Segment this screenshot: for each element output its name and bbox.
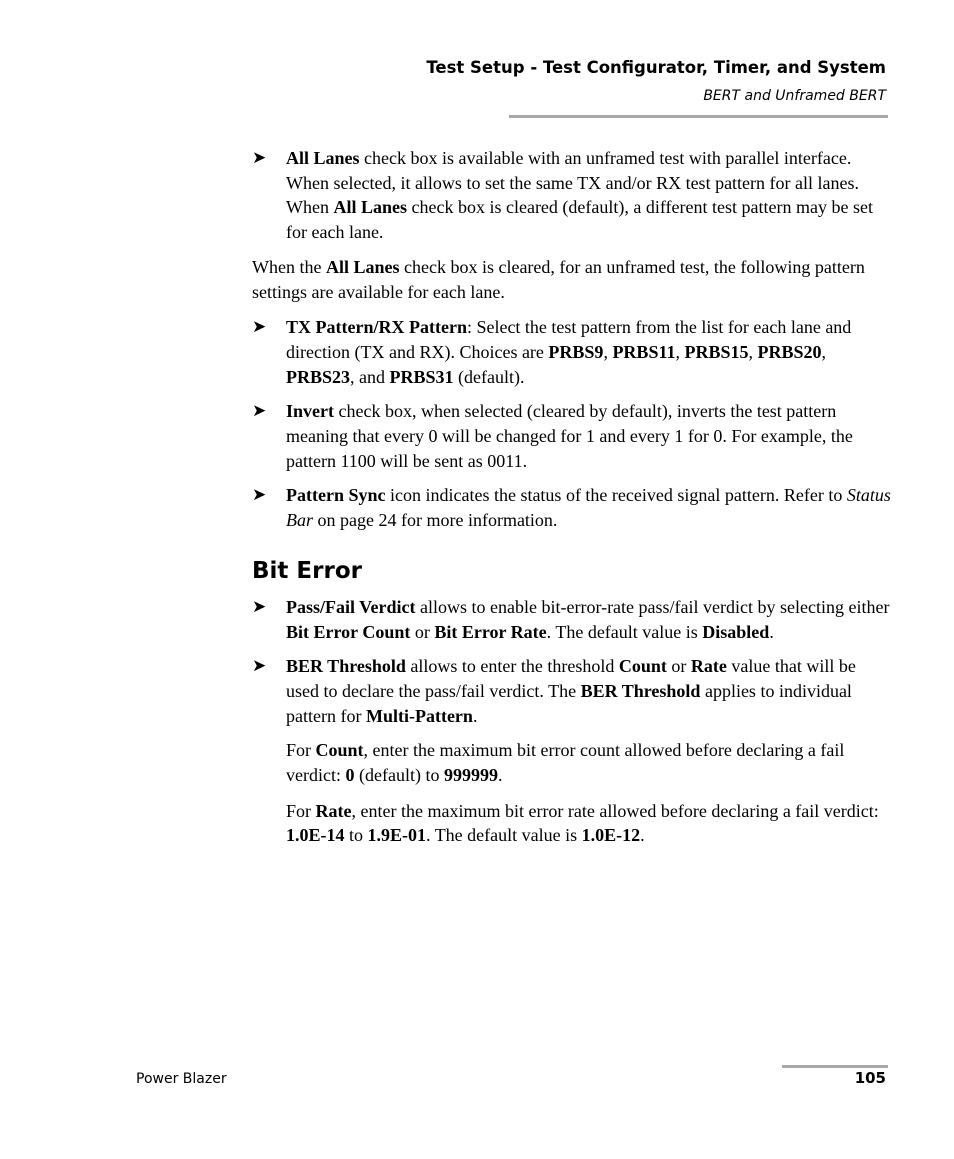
text: When the	[252, 256, 326, 277]
text: For	[286, 800, 316, 821]
bullet-invert	[252, 399, 892, 473]
term: 999999	[443, 765, 498, 786]
text: (default).	[453, 366, 525, 387]
term: Rate	[315, 800, 352, 821]
text: .	[640, 825, 645, 846]
term: PRBS9	[548, 341, 604, 362]
text: or	[410, 621, 435, 642]
text: .	[472, 705, 478, 726]
text: , enter the maximum bit error count allowed before declaring a fail verdict:	[286, 740, 845, 786]
bullet-arrow-icon: ➤	[252, 596, 267, 617]
text: . The default value is	[426, 825, 582, 846]
text: check box, when selected (cleared by default), inverts the test pattern meaning that every 0 will be changed for 1 and every 1 for 0. For example, the pattern 1100 will be sent as 0011.	[286, 401, 853, 471]
bullet-arrow-icon: ➤	[252, 485, 267, 506]
bullet-tx-rx-pattern	[252, 315, 892, 389]
bullet-pass-fail-verdict	[252, 595, 892, 644]
text: on page 24 for more information.	[313, 510, 558, 531]
text: check box is available with an unframed test with parallel interface. When selected, it allows to set the same TX and/or RX test pattern for all lanes. When	[286, 148, 860, 218]
term: Bit Error Count	[286, 621, 411, 642]
term: PRBS23	[286, 366, 351, 387]
text: check box is cleared (default), a different test pattern may be set for each lane.	[286, 197, 873, 243]
term: Pass/Fail Verdict	[286, 596, 416, 617]
bullet-all-lanes	[252, 146, 892, 245]
text: .	[497, 765, 503, 786]
term: 1.9E-01	[367, 825, 427, 846]
footer-product-name: Power Blazer	[136, 1071, 227, 1087]
term: Count	[618, 656, 667, 677]
bullet-ber-threshold	[252, 654, 892, 728]
text: : Select the test pattern from the list for each lane and direction (TX and RX). Choices are	[286, 317, 852, 362]
text: check box is cleared, for an unframed test, the following pattern settings are available for each lane.	[252, 256, 865, 302]
term: PRBS15	[684, 341, 749, 362]
bullet-arrow-icon: ➤	[252, 148, 267, 168]
text: ,	[821, 341, 826, 362]
term: TX Pattern/RX Pattern	[286, 317, 467, 338]
text: value that will be used to declare the pass/fail verdict. The	[286, 656, 856, 701]
term: All Lanes	[333, 197, 407, 218]
section-heading-bit-error: Bit Error	[252, 557, 362, 584]
text: ,	[603, 341, 613, 362]
term: BER Threshold	[286, 656, 406, 677]
term: Invert	[286, 401, 334, 422]
footer-rule	[782, 1065, 888, 1068]
bullet-pattern-sync	[252, 483, 892, 532]
bullet-arrow-icon: ➤	[252, 656, 267, 677]
term: BER Threshold	[580, 680, 701, 701]
header-rule	[509, 115, 888, 118]
text: or	[666, 656, 691, 677]
text: , and	[350, 366, 390, 387]
page-number: 105	[854, 1069, 886, 1087]
term: 1.0E-14	[286, 825, 345, 846]
text: , enter the maximum bit error rate allowed before declaring a fail verdict:	[351, 800, 879, 821]
text: (default) to	[354, 765, 444, 786]
running-header-title: Test Setup - Test Configurator, Timer, and System	[426, 58, 886, 77]
text: icon indicates the status of the received signal pattern. Refer to	[385, 485, 847, 506]
paragraph-lane-settings	[252, 255, 892, 304]
term: 1.0E-12	[581, 825, 641, 846]
term: PRBS11	[612, 341, 676, 362]
term: PRBS31	[389, 366, 454, 387]
text: ,	[675, 341, 685, 362]
bullet-arrow-icon: ➤	[252, 317, 267, 338]
term: All Lanes	[286, 148, 360, 168]
term: Count	[315, 740, 364, 761]
term: 0	[345, 765, 355, 786]
term: Bit Error Rate	[434, 621, 547, 642]
text: applies to individual pattern for	[286, 680, 852, 726]
running-header-subtitle: BERT and Unframed BERT	[703, 88, 886, 104]
page-content	[252, 146, 892, 859]
text: . The default value is	[546, 621, 703, 642]
text: .	[769, 621, 774, 642]
paragraph-count	[252, 738, 892, 787]
term: Disabled	[702, 621, 770, 642]
text: ,	[748, 341, 758, 362]
term: All Lanes	[325, 256, 400, 277]
term: PRBS20	[757, 341, 822, 362]
term: Pattern Sync	[286, 485, 386, 506]
text: allows to enter the threshold	[405, 656, 619, 677]
text: allows to enable bit-error-rate pass/fail verdict by selecting either	[415, 596, 890, 617]
term: Rate	[690, 656, 727, 677]
text: For	[286, 740, 316, 761]
paragraph-rate	[252, 799, 892, 848]
bullet-arrow-icon: ➤	[252, 401, 267, 422]
term: Multi-Pattern	[365, 705, 473, 726]
text: to	[344, 825, 368, 846]
cross-reference-link[interactable]: Status Bar	[286, 485, 891, 531]
